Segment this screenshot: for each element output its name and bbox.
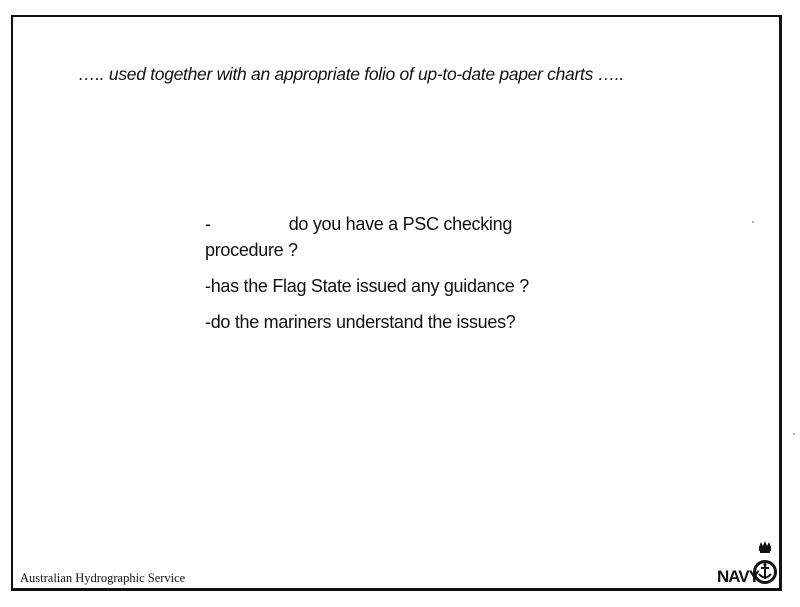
slide-heading: ….. used together with an appropriate folio of up-to-date paper charts ….. [78, 64, 624, 84]
footer-organization: Australian Hydrographic Service [20, 571, 186, 585]
bullet-item-psc [205, 211, 535, 263]
navy-crest-icon [716, 541, 782, 587]
navy-logo [716, 541, 782, 587]
scan-speck [752, 221, 754, 223]
bullet-list [205, 211, 535, 335]
bullet-text-line2: procedure ? [205, 240, 298, 260]
bullet-item-mariners: -do the mariners understand the issues? [205, 312, 516, 332]
scan-speck [793, 433, 795, 435]
bullet-text-line1: do you have a PSC checking [288, 214, 513, 234]
navy-logo-text: NAVY [717, 567, 759, 586]
bullet-dash: - [205, 214, 211, 234]
bullet-item-flag-state: -has the Flag State issued any guidance ? [205, 276, 529, 296]
